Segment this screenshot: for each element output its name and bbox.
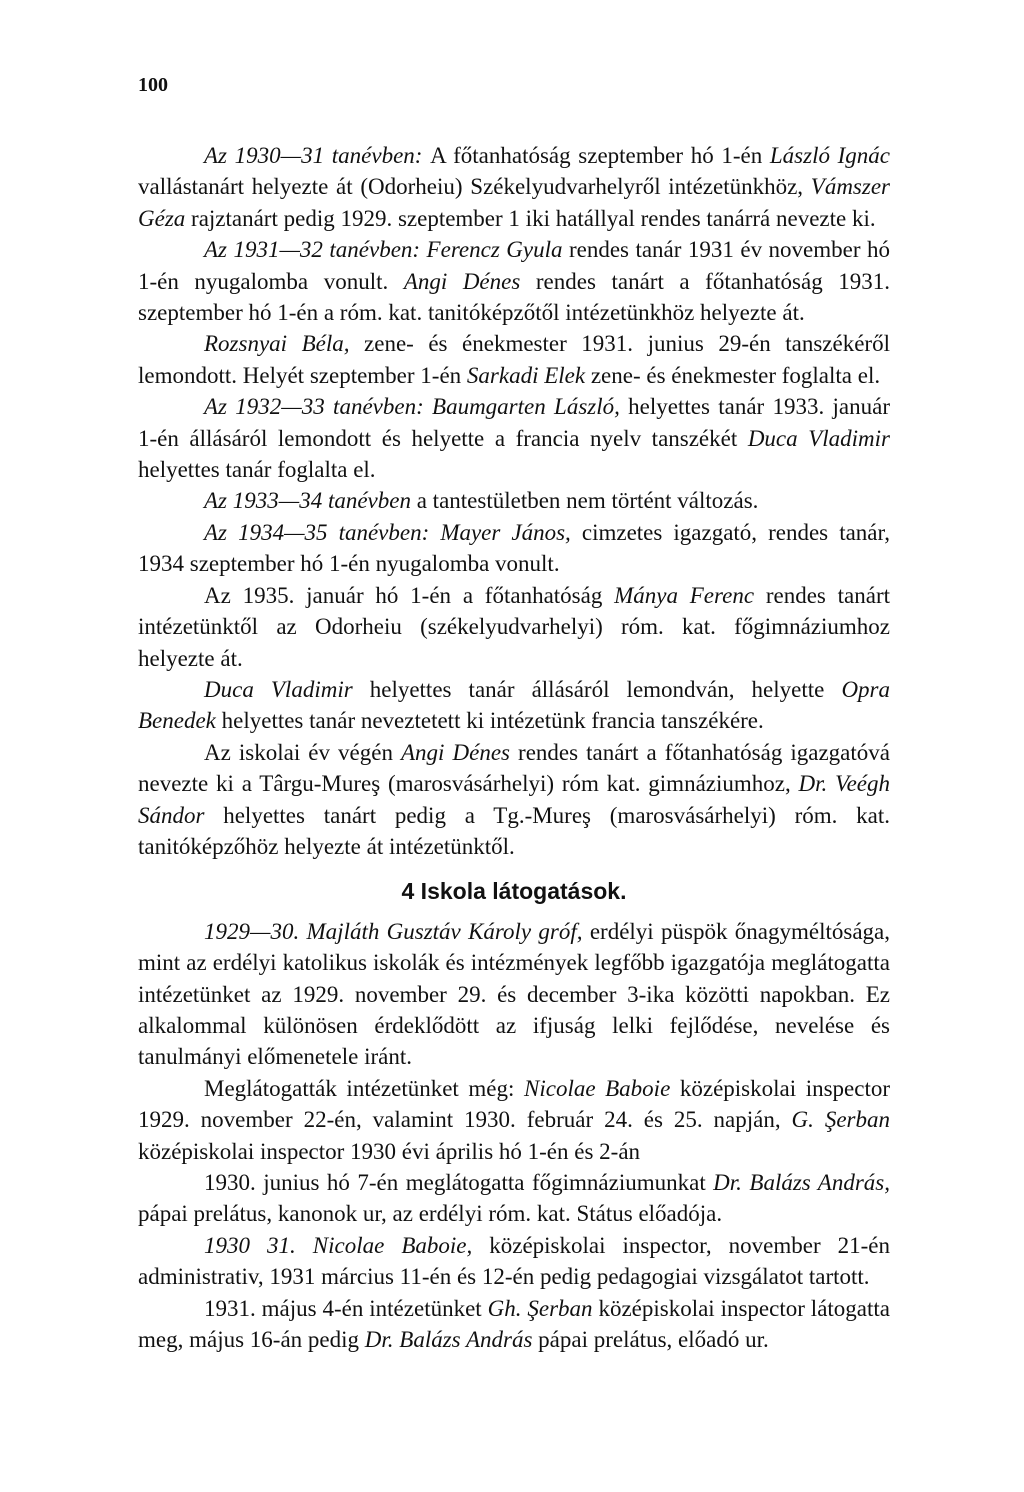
italic-text: 1929—30. Majláth Gusztáv Károly gróf, (204, 918, 583, 944)
text-run: A főtanhatóság szeptember hó 1-én (430, 143, 770, 168)
paragraph (138, 580, 890, 674)
italic-text: Rozsnyai Béla, (204, 331, 350, 357)
text-run: helyettes tanár foglalta el. (138, 457, 376, 483)
italic-text: Az 1930—31 tanévben: (204, 143, 431, 168)
paragraph (138, 1293, 890, 1356)
italic-text: Angi Dénes (403, 268, 521, 294)
paragraph (138, 391, 890, 485)
staff-changes-section (138, 140, 890, 862)
italic-text: Vámszer Géza (138, 174, 890, 231)
text-run: rendes tanár 1931 év november hó 1-én nyugalomba vonult. (138, 237, 890, 294)
text-run: 1931. május 4-én intézetünket (204, 1295, 488, 1321)
text-run: zene- és énekmester 1931. junius 29-én tanszékéről lemondott. Helyét szeptember 1-én (138, 331, 890, 388)
text-run: középiskolai inspector 1929. november 22-én, valamint 1930. február 24. és 25. napján, (138, 1075, 891, 1133)
text-run: középiskolai inspector, november 21-én administrativ, 1931 március 11-én és 12-én pedig pedagogiai vizsgálatot tartott. (138, 1232, 891, 1290)
text-run: pápai prelátus, kanonok ur, az erdélyi róm. kat. Státus előadója. (138, 1201, 723, 1227)
italic-text: Sarkadi Elek (466, 362, 586, 388)
text-run: Meglátogatták intézetünket még: (204, 1075, 524, 1101)
italic-text: Gh. Şerban (487, 1295, 593, 1321)
text-run: középiskolai inspector látogatta meg, május 16-án pedig (138, 1295, 890, 1353)
italic-text: Az 1934—35 tanévben: Mayer János, (204, 519, 571, 545)
section-heading: 4 Iskola látogatások. (401, 878, 627, 905)
text-run: helyettes tanár 1933. január 1-én állásáról lemondott és helyette a francia nyelv tanszékét (138, 394, 890, 451)
text-run: 1930. junius hó 7-én meglátogatta főgimnáziumunkat (204, 1170, 714, 1195)
italic-text: Dr. Veégh Sándor (138, 771, 890, 828)
text-run: cimzetes igazgató, rendes tanár, 1934 szeptember hó 1-én nyugalomba vonult. (138, 519, 890, 577)
school-visits-section (138, 916, 890, 1356)
text-run: Az iskolai év végén (204, 739, 401, 765)
text-run: helyettes tanár állásáról lemondván, helyette (352, 676, 842, 702)
body-text (138, 140, 890, 1355)
italic-text: Dr. Balázs András (364, 1327, 533, 1353)
text-run: pápai prelátus, előadó ur. (532, 1327, 769, 1353)
text-run: rendes tanárt intézetünktől az Odorheiu (székelyudvarhelyi) róm. kat. főgimnáziumhoz helyezte át. (138, 582, 890, 671)
text-run: rendes tanárt a főtanhatóság 1931. szeptember hó 1-én a róm. kat. tanitóképzőtől intézetünkhöz helyezte át. (138, 268, 891, 326)
paragraph (138, 485, 890, 516)
text-run: rendes tanárt a főtanhatóság igazgatóvá nevezte ki a Târgu-Mureş (marosvásárhelyi) róm kat. gimnáziumhoz, (138, 739, 890, 797)
paragraph (138, 517, 890, 580)
paragraph (138, 328, 890, 391)
paragraph (138, 674, 890, 737)
paragraph (138, 140, 890, 234)
italic-text: G. Şerban (791, 1107, 890, 1133)
paragraph (138, 1167, 890, 1230)
italic-text: László Ignác (769, 143, 891, 168)
page-number: 100 (138, 74, 168, 96)
italic-text: Duca Vladimir (204, 676, 353, 702)
paragraph (138, 737, 890, 863)
text-run: Az 1935. január hó 1-én a főtanhatóság (204, 582, 615, 608)
text-run: középiskolai inspector 1930 évi április hó 1-én és 2-án (138, 1138, 641, 1164)
italic-text: Az 1933—34 tanévben (204, 488, 411, 514)
italic-text: Duca Vladimir (747, 425, 890, 451)
text-run: a tantestületben nem történt változás. (410, 488, 759, 514)
text-run: erdélyi püspök őnagyméltósága, mint az erdélyi katolikus iskolák és intézmények legfőbb igazgatója meglátogatta intézetünket az 1929. november 29. és december 3-ika közötti napokban. Ez alkalommal különösen érdeklődött az ifjuság lelki fejlődése, nevelése és tanulmányi előmenetele iránt. (138, 918, 890, 1070)
paragraph (138, 1230, 890, 1293)
paragraph (138, 916, 890, 1073)
text-run: rajztanárt pedig 1929. szeptember 1 iki hatállyal rendes tanárrá nevezte ki. (185, 205, 876, 231)
paragraph (138, 1073, 890, 1167)
italic-text: Az 1931—32 tanévben: Ferencz Gyula (204, 237, 563, 263)
paragraph (138, 234, 890, 328)
text-run: helyettes tanár neveztetett ki intézetünk francia tanszékére. (215, 708, 764, 734)
italic-text: Angi Dénes (401, 739, 510, 765)
italic-text: Dr. Balázs András, (713, 1170, 890, 1195)
text-run: vallástanárt helyezte át (Odorheiu) Székelyudvarhelyről intézetünkhöz, (138, 174, 811, 200)
italic-text: Nicolae Baboie (524, 1075, 671, 1101)
italic-text: Opra Benedek (138, 676, 890, 734)
italic-text: Mánya Ferenc (614, 582, 755, 608)
text-run: helyettes tanárt pedig a Tg.-Mureş (marosvásárhelyi) róm. kat. tanitóképzőhöz helyezte át intézetünktől. (138, 802, 890, 859)
text-run: zene- és énekmester foglalta el. (585, 362, 881, 388)
italic-text: Az 1932—33 tanévben: Baumgarten László, (204, 394, 620, 420)
italic-text: 1930 31. Nicolae Baboie, (204, 1232, 473, 1258)
